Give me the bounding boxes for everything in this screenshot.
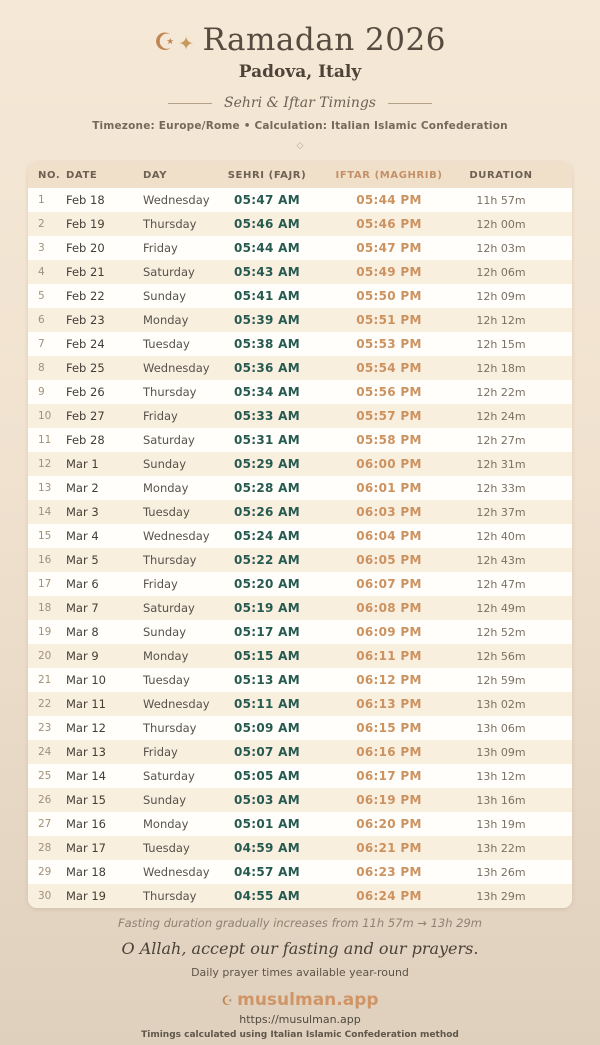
cell-duration: 13h 02m (476, 697, 526, 711)
cell-duration: 12h 31m (476, 457, 526, 471)
cell-duration: 12h 37m (476, 505, 526, 519)
cell-duration: 12h 24m (476, 409, 526, 423)
cell-no: 2 (38, 218, 45, 230)
cell-date: Mar 4 (66, 529, 99, 543)
cell-no: 16 (38, 554, 52, 566)
cell-duration: 13h 06m (476, 721, 526, 735)
cell-iftar: 06:12 PM (356, 673, 422, 687)
table-row (28, 884, 572, 908)
brand-crescent-icon: ☪ (221, 994, 234, 1009)
cell-no: 27 (38, 818, 52, 830)
cell-iftar: 06:13 PM (356, 697, 422, 711)
cell-duration: 13h 12m (476, 769, 526, 783)
cell-no: 12 (38, 458, 52, 470)
cell-day: Thursday (143, 889, 197, 903)
cell-date: Feb 20 (66, 241, 105, 255)
cell-no: 7 (38, 338, 45, 350)
table-row (28, 380, 572, 404)
cell-no: 23 (38, 722, 52, 734)
cell-duration: 12h 33m (476, 481, 526, 495)
cell-iftar: 06:23 PM (356, 865, 422, 879)
cell-sehri: 05:43 AM (233, 265, 300, 279)
cell-iftar: 05:50 PM (356, 289, 422, 303)
table-row (28, 212, 572, 236)
cell-day: Friday (143, 409, 178, 423)
table-row (28, 404, 572, 428)
cell-date: Mar 8 (66, 625, 99, 639)
table-row (28, 812, 572, 836)
diamond-ornament-icon: ◇ (296, 141, 304, 151)
timings-table (28, 162, 572, 908)
cell-duration: 12h 03m (476, 241, 526, 255)
cell-day: Sunday (143, 289, 187, 303)
column-header-sehri: SEHRI (FAJR) (214, 162, 320, 188)
cell-duration: 13h 29m (476, 889, 526, 903)
cell-iftar: 06:19 PM (356, 793, 422, 807)
cell-day: Sunday (143, 793, 187, 807)
table-header (28, 162, 572, 188)
cell-day: Friday (143, 241, 178, 255)
cell-day: Tuesday (143, 505, 190, 519)
table-row (28, 308, 572, 332)
availability-note: Daily prayer times available year-round (191, 966, 409, 979)
cell-no: 9 (38, 386, 45, 398)
subtitle-label: Sehri & Iftar Timings (224, 95, 376, 111)
table-row (28, 740, 572, 764)
cell-day: Thursday (143, 385, 197, 399)
cell-sehri: 05:33 AM (233, 409, 300, 423)
location-subtitle: Padova, Italy (238, 62, 362, 82)
cell-duration: 12h 52m (476, 625, 526, 639)
title-text: Ramadan 2026 (202, 22, 446, 58)
table-row (28, 620, 572, 644)
cell-iftar: 06:11 PM (356, 649, 422, 663)
fasting-duration-note: Fasting duration gradually increases from 11h 57m → 13h 29m (117, 916, 483, 930)
cell-iftar: 05:53 PM (356, 337, 422, 351)
cell-sehri: 05:29 AM (233, 457, 300, 471)
table-row (28, 260, 572, 284)
cell-date: Mar 2 (66, 481, 99, 495)
cell-no: 24 (38, 746, 52, 758)
calculation-method-note: Timings calculated using Italian Islamic Confederation method (141, 1030, 459, 1040)
cell-day: Friday (143, 577, 178, 591)
brand-name: musulman.app (237, 990, 379, 1010)
cell-iftar: 05:44 PM (356, 193, 422, 207)
cell-sehri: 04:59 AM (233, 841, 300, 855)
page-title (0, 22, 600, 62)
divider-line-left (168, 103, 212, 104)
table-row (28, 692, 572, 716)
cell-iftar: 06:16 PM (356, 745, 422, 759)
cell-date: Feb 19 (66, 217, 105, 231)
column-header-date: DATE (56, 162, 133, 188)
cell-day: Wednesday (143, 193, 210, 207)
cell-sehri: 05:38 AM (233, 337, 300, 351)
cell-sehri: 04:57 AM (233, 865, 300, 879)
table-row (28, 428, 572, 452)
cell-iftar: 06:07 PM (356, 577, 422, 591)
cell-duration: 12h 56m (476, 649, 526, 663)
cell-day: Monday (143, 649, 189, 663)
cell-day: Wednesday (143, 529, 210, 543)
cell-date: Mar 19 (66, 889, 106, 903)
cell-sehri: 05:20 AM (233, 577, 300, 591)
cell-no: 13 (38, 482, 52, 494)
cell-duration: 12h 49m (476, 601, 526, 615)
cell-iftar: 06:17 PM (356, 769, 422, 783)
cell-iftar: 06:00 PM (356, 457, 422, 471)
table-row (28, 284, 572, 308)
cell-date: Feb 26 (66, 385, 105, 399)
cell-duration: 12h 59m (476, 673, 526, 687)
cell-day: Saturday (143, 265, 195, 279)
cell-date: Feb 28 (66, 433, 105, 447)
cell-day: Friday (143, 745, 178, 759)
cell-date: Mar 6 (66, 577, 99, 591)
cell-date: Mar 7 (66, 601, 99, 615)
cell-no: 4 (38, 266, 45, 278)
column-header-iftar: IFTAR (MAGHRIB) (320, 162, 458, 188)
cell-duration: 12h 00m (476, 217, 526, 231)
table-row (28, 548, 572, 572)
cell-day: Thursday (143, 721, 197, 735)
cell-date: Feb 22 (66, 289, 105, 303)
cell-iftar: 05:58 PM (356, 433, 422, 447)
cell-day: Tuesday (143, 673, 190, 687)
cell-sehri: 05:09 AM (233, 721, 300, 735)
cell-sehri: 05:46 AM (233, 217, 300, 231)
cell-day: Monday (143, 313, 189, 327)
cell-sehri: 05:44 AM (233, 241, 300, 255)
crescent-star-icon: ☪ (154, 28, 177, 56)
cell-date: Mar 9 (66, 649, 99, 663)
cell-iftar: 05:56 PM (356, 385, 422, 399)
table-row (28, 764, 572, 788)
table-row (28, 860, 572, 884)
cell-day: Monday (143, 817, 189, 831)
cell-day: Tuesday (143, 841, 190, 855)
cell-no: 19 (38, 626, 52, 638)
table-row (28, 716, 572, 740)
cell-duration: 12h 06m (476, 265, 526, 279)
cell-no: 20 (38, 650, 52, 662)
cell-no: 22 (38, 698, 52, 710)
cell-date: Mar 14 (66, 769, 106, 783)
cell-sehri: 04:55 AM (233, 889, 300, 903)
cell-day: Tuesday (143, 337, 190, 351)
cell-duration: 12h 43m (476, 553, 526, 567)
cell-duration: 12h 47m (476, 577, 526, 591)
cell-no: 10 (38, 410, 52, 422)
cell-sehri: 05:26 AM (233, 505, 300, 519)
cell-date: Mar 18 (66, 865, 106, 879)
cell-sehri: 05:19 AM (233, 601, 300, 615)
timings-card (28, 162, 572, 908)
cell-sehri: 05:47 AM (233, 193, 300, 207)
cell-iftar: 06:01 PM (356, 481, 422, 495)
cell-duration: 12h 12m (476, 313, 526, 327)
column-header-no: NO. (28, 162, 56, 188)
cell-day: Wednesday (143, 697, 210, 711)
cell-no: 6 (38, 314, 45, 326)
timezone-calculation-meta: Timezone: Europe/Rome • Calculation: Italian Islamic Confederation (92, 120, 508, 132)
cell-sehri: 05:03 AM (233, 793, 300, 807)
column-header-duration: DURATION (458, 162, 572, 188)
sparkle-icon: ✦ (178, 33, 195, 55)
cell-duration: 12h 40m (476, 529, 526, 543)
cell-duration: 13h 09m (476, 745, 526, 759)
cell-duration: 13h 16m (476, 793, 526, 807)
table-row (28, 596, 572, 620)
cell-date: Mar 15 (66, 793, 106, 807)
cell-day: Saturday (143, 769, 195, 783)
cell-no: 26 (38, 794, 52, 806)
cell-no: 14 (38, 506, 52, 518)
cell-day: Saturday (143, 601, 195, 615)
table-row (28, 452, 572, 476)
table-row (28, 572, 572, 596)
cell-iftar: 06:09 PM (356, 625, 422, 639)
cell-no: 25 (38, 770, 52, 782)
cell-day: Sunday (143, 457, 187, 471)
cell-iftar: 06:20 PM (356, 817, 422, 831)
cell-no: 3 (38, 242, 45, 254)
cell-date: Feb 18 (66, 193, 105, 207)
cell-iftar: 05:47 PM (356, 241, 422, 255)
cell-date: Mar 17 (66, 841, 106, 855)
cell-duration: 12h 27m (476, 433, 526, 447)
cell-sehri: 05:22 AM (233, 553, 300, 567)
cell-duration: 11h 57m (476, 193, 526, 207)
cell-iftar: 06:24 PM (356, 889, 422, 903)
cell-date: Mar 13 (66, 745, 106, 759)
cell-iftar: 05:46 PM (356, 217, 422, 231)
cell-sehri: 05:11 AM (233, 697, 300, 711)
cell-date: Mar 11 (66, 697, 106, 711)
cell-iftar: 06:15 PM (356, 721, 422, 735)
cell-date: Feb 27 (66, 409, 105, 423)
timings-table-body (28, 188, 572, 908)
table-row (28, 836, 572, 860)
cell-no: 21 (38, 674, 52, 686)
table-row (28, 524, 572, 548)
cell-day: Wednesday (143, 865, 210, 879)
page-header (0, 0, 600, 151)
cell-sehri: 05:17 AM (233, 625, 300, 639)
section-subtitle (0, 95, 600, 111)
cell-duration: 12h 22m (476, 385, 526, 399)
cell-date: Mar 5 (66, 553, 99, 567)
cell-duration: 12h 09m (476, 289, 526, 303)
cell-sehri: 05:36 AM (233, 361, 300, 375)
cell-date: Mar 3 (66, 505, 99, 519)
cell-day: Saturday (143, 433, 195, 447)
page-footer (0, 916, 600, 1040)
cell-no: 30 (38, 890, 52, 902)
cell-day: Thursday (143, 553, 197, 567)
cell-duration: 13h 26m (476, 865, 526, 879)
cell-date: Feb 21 (66, 265, 105, 279)
cell-no: 11 (38, 434, 52, 446)
dua-quote: O Allah, accept our fasting and our prayers. (121, 939, 479, 958)
cell-iftar: 06:04 PM (356, 529, 422, 543)
cell-sehri: 05:31 AM (233, 433, 300, 447)
table-row (28, 644, 572, 668)
cell-day: Wednesday (143, 361, 210, 375)
cell-date: Feb 24 (66, 337, 105, 351)
cell-iftar: 06:05 PM (356, 553, 422, 567)
cell-sehri: 05:24 AM (233, 529, 300, 543)
cell-date: Feb 23 (66, 313, 105, 327)
cell-duration: 12h 15m (476, 337, 526, 351)
cell-no: 1 (38, 194, 45, 206)
cell-date: Mar 12 (66, 721, 106, 735)
cell-sehri: 05:28 AM (233, 481, 300, 495)
cell-no: 8 (38, 362, 45, 374)
cell-sehri: 05:34 AM (233, 385, 300, 399)
table-row (28, 356, 572, 380)
brand-url: https://musulman.app (239, 1013, 361, 1026)
cell-date: Mar 1 (66, 457, 99, 471)
column-header-day: DAY (133, 162, 214, 188)
cell-sehri: 05:07 AM (233, 745, 300, 759)
cell-day: Sunday (143, 625, 187, 639)
cell-no: 15 (38, 530, 52, 542)
cell-sehri: 05:13 AM (233, 673, 300, 687)
brand-row (0, 990, 600, 1010)
cell-no: 18 (38, 602, 52, 614)
cell-sehri: 05:39 AM (233, 313, 300, 327)
cell-day: Thursday (143, 217, 197, 231)
cell-sehri: 05:05 AM (233, 769, 300, 783)
cell-day: Monday (143, 481, 189, 495)
table-row (28, 188, 572, 212)
table-row (28, 236, 572, 260)
table-row (28, 500, 572, 524)
table-row (28, 788, 572, 812)
cell-iftar: 05:54 PM (356, 361, 422, 375)
cell-sehri: 05:41 AM (233, 289, 300, 303)
cell-date: Feb 25 (66, 361, 105, 375)
table-row (28, 332, 572, 356)
table-row (28, 476, 572, 500)
cell-iftar: 06:08 PM (356, 601, 422, 615)
cell-no: 29 (38, 866, 52, 878)
cell-no: 17 (38, 578, 52, 590)
cell-iftar: 06:03 PM (356, 505, 422, 519)
cell-sehri: 05:01 AM (233, 817, 300, 831)
cell-iftar: 06:21 PM (356, 841, 422, 855)
table-row (28, 668, 572, 692)
cell-duration: 12h 18m (476, 361, 526, 375)
cell-no: 5 (38, 290, 45, 302)
cell-date: Mar 16 (66, 817, 106, 831)
divider-line-right (388, 103, 432, 104)
cell-iftar: 05:51 PM (356, 313, 422, 327)
cell-date: Mar 10 (66, 673, 106, 687)
cell-iftar: 05:49 PM (356, 265, 422, 279)
cell-duration: 13h 19m (476, 817, 526, 831)
cell-sehri: 05:15 AM (233, 649, 300, 663)
cell-duration: 13h 22m (476, 841, 526, 855)
cell-no: 28 (38, 842, 52, 854)
cell-iftar: 05:57 PM (356, 409, 422, 423)
